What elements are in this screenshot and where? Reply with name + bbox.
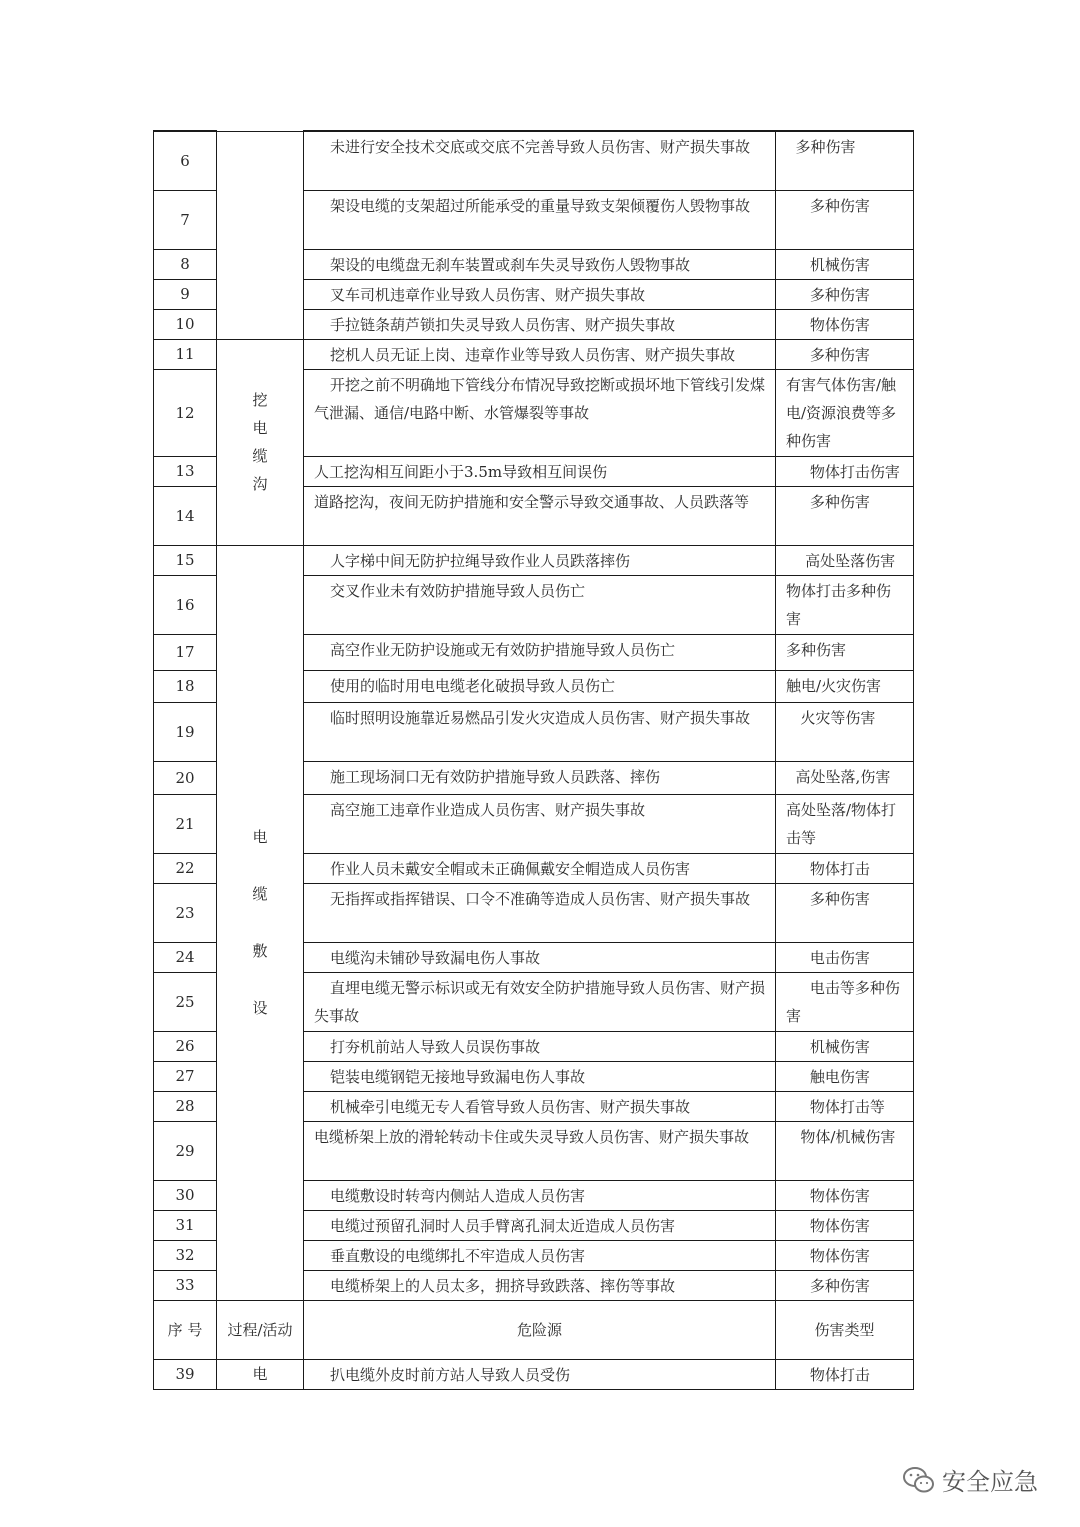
table-row bbox=[154, 1359, 914, 1389]
harm-type: 物体打击等 bbox=[776, 1091, 914, 1121]
row-number: 14 bbox=[154, 486, 217, 545]
hazard-description: 电缆桥架上放的滑轮转动卡住或失灵导致人员伤害、财产损失事故 bbox=[304, 1121, 776, 1180]
row-number: 7 bbox=[154, 190, 217, 249]
harm-type: 多种伤害 bbox=[776, 486, 914, 545]
hazard-description: 未进行安全技术交底或交底不完善导致人员伤害、财产损失事故 bbox=[304, 131, 776, 190]
row-number: 25 bbox=[154, 972, 217, 1031]
harm-type: 多种伤害 bbox=[776, 1270, 914, 1300]
row-number: 39 bbox=[154, 1359, 217, 1389]
process-label-trenching: 挖 电 缆 沟 bbox=[217, 339, 304, 545]
hazard-description: 开挖之前不明确地下管线分布情况导致挖断或损坏地下管线引发煤气泄漏、通信/电路中断、水管爆裂等事故 bbox=[304, 369, 776, 456]
row-number: 11 bbox=[154, 339, 217, 369]
row-number: 17 bbox=[154, 634, 217, 670]
harm-type: 物体伤害 bbox=[776, 1210, 914, 1240]
harm-type: 多种伤害 bbox=[776, 339, 914, 369]
harm-type: 物体打击伤害 bbox=[776, 456, 914, 486]
hazard-description: 道路挖沟，夜间无防护措施和安全警示导致交通事故、人员跌落等 bbox=[304, 486, 776, 545]
hazard-description: 铠装电缆钢铠无接地导致漏电伤人事故 bbox=[304, 1061, 776, 1091]
table-header-row bbox=[154, 1300, 914, 1359]
row-number: 26 bbox=[154, 1031, 217, 1061]
row-number: 18 bbox=[154, 670, 217, 702]
hazard-description: 手拉链条葫芦锁扣失灵导致人员伤害、财产损失事故 bbox=[304, 309, 776, 339]
harm-type: 物体打击 bbox=[776, 1359, 914, 1389]
harm-type: 物体打击 bbox=[776, 853, 914, 883]
row-number: 8 bbox=[154, 249, 217, 279]
row-number: 16 bbox=[154, 575, 217, 634]
hazard-description: 直埋电缆无警示标识或无有效安全防护措施导致人员伤害、财产损失事故 bbox=[304, 972, 776, 1031]
hazard-description: 人字梯中间无防护拉绳导致作业人员跌落摔伤 bbox=[304, 545, 776, 575]
row-number: 24 bbox=[154, 942, 217, 972]
harm-type: 触电伤害 bbox=[776, 1061, 914, 1091]
row-number: 29 bbox=[154, 1121, 217, 1180]
harm-type: 物体伤害 bbox=[776, 1180, 914, 1210]
hazard-description: 高空作业无防护设施或无有效防护措施导致人员伤亡 bbox=[304, 634, 776, 670]
harm-type: 有害气体伤害/触电/资源浪费等多种伤害 bbox=[776, 369, 914, 456]
table-row bbox=[154, 131, 914, 190]
row-number: 32 bbox=[154, 1240, 217, 1270]
harm-type: 物体伤害 bbox=[776, 1240, 914, 1270]
hazard-description: 交叉作业未有效防护措施导致人员伤亡 bbox=[304, 575, 776, 634]
harm-type: 高处坠落/物体打击等 bbox=[776, 794, 914, 853]
header-process: 过程/活动 bbox=[217, 1300, 304, 1359]
hazard-description: 电缆沟未铺砂导致漏电伤人事故 bbox=[304, 942, 776, 972]
row-number: 9 bbox=[154, 279, 217, 309]
hazard-description: 临时照明设施靠近易燃品引发火灾造成人员伤害、财产损失事故 bbox=[304, 702, 776, 761]
hazard-description: 扒电缆外皮时前方站人导致人员受伤 bbox=[304, 1359, 776, 1389]
hazard-description: 作业人员未戴安全帽或未正确佩戴安全帽造成人员伤害 bbox=[304, 853, 776, 883]
table-row bbox=[154, 545, 914, 575]
row-number: 20 bbox=[154, 761, 217, 794]
row-number: 13 bbox=[154, 456, 217, 486]
harm-type: 多种伤害 bbox=[776, 634, 914, 670]
watermark bbox=[902, 1462, 1038, 1497]
header-hazard: 危险源 bbox=[304, 1300, 776, 1359]
hazard-description: 叉车司机违章作业导致人员伤害、财产损失事故 bbox=[304, 279, 776, 309]
row-number: 21 bbox=[154, 794, 217, 853]
hazard-description: 垂直敷设的电缆绑扎不牢造成人员伤害 bbox=[304, 1240, 776, 1270]
hazard-table bbox=[153, 130, 914, 1390]
row-number: 28 bbox=[154, 1091, 217, 1121]
hazard-description: 架设电缆的支架超过所能承受的重量导致支架倾覆伤人毁物事故 bbox=[304, 190, 776, 249]
harm-type: 电击伤害 bbox=[776, 942, 914, 972]
hazard-description: 施工现场洞口无有效防护措施导致人员跌落、摔伤 bbox=[304, 761, 776, 794]
row-number: 15 bbox=[154, 545, 217, 575]
row-number: 22 bbox=[154, 853, 217, 883]
hazard-description: 高空施工违章作业造成人员伤害、财产损失事故 bbox=[304, 794, 776, 853]
harm-type: 物体打击多种伤害 bbox=[776, 575, 914, 634]
harm-type: 火灾等伤害 bbox=[776, 702, 914, 761]
watermark-text: 安全应急 bbox=[942, 1468, 1038, 1496]
row-number: 27 bbox=[154, 1061, 217, 1091]
harm-type: 触电/火灾伤害 bbox=[776, 670, 914, 702]
hazard-description: 人工挖沟相互间距小于3.5m导致相互间误伤 bbox=[304, 456, 776, 486]
hazard-description: 架设的电缆盘无刹车装置或刹车失灵导致伤人毁物事故 bbox=[304, 249, 776, 279]
hazard-description: 无指挥或指挥错误、口令不准确等造成人员伤害、财产损失事故 bbox=[304, 883, 776, 942]
hazard-description: 电缆敷设时转弯内侧站人造成人员伤害 bbox=[304, 1180, 776, 1210]
hazard-description: 挖机人员无证上岗、违章作业等导致人员伤害、财产损失事故 bbox=[304, 339, 776, 369]
hazard-description: 机械牵引电缆无专人看管导致人员伤害、财产损失事故 bbox=[304, 1091, 776, 1121]
harm-type: 机械伤害 bbox=[776, 1031, 914, 1061]
harm-type: 高处坠落,伤害 bbox=[776, 761, 914, 794]
row-number: 23 bbox=[154, 883, 217, 942]
row-number: 30 bbox=[154, 1180, 217, 1210]
header-seq: 序 号 bbox=[154, 1300, 217, 1359]
harm-type: 电击等多种伤害 bbox=[776, 972, 914, 1031]
row-number: 19 bbox=[154, 702, 217, 761]
wechat-icon bbox=[902, 1465, 936, 1495]
harm-type: 高处坠落伤害 bbox=[776, 545, 914, 575]
harm-type: 多种伤害 bbox=[776, 279, 914, 309]
process-label: 电 bbox=[217, 1359, 304, 1389]
row-number: 33 bbox=[154, 1270, 217, 1300]
table-row bbox=[154, 339, 914, 369]
harm-type: 多种伤害 bbox=[776, 190, 914, 249]
row-number: 31 bbox=[154, 1210, 217, 1240]
process-cell-empty bbox=[217, 131, 304, 339]
row-number: 6 bbox=[154, 131, 217, 190]
process-label-cable-laying: 电 缆 敷 设 bbox=[217, 545, 304, 1300]
harm-type: 物体/机械伤害 bbox=[776, 1121, 914, 1180]
harm-type: 物体伤害 bbox=[776, 309, 914, 339]
hazard-description: 电缆桥架上的人员太多，拥挤导致跌落、摔伤等事故 bbox=[304, 1270, 776, 1300]
hazard-description: 打夯机前站人导致人员误伤事故 bbox=[304, 1031, 776, 1061]
hazard-description: 使用的临时用电电缆老化破损导致人员伤亡 bbox=[304, 670, 776, 702]
header-harm: 伤害类型 bbox=[776, 1300, 914, 1359]
harm-type: 多种伤害 bbox=[776, 883, 914, 942]
row-number: 12 bbox=[154, 369, 217, 456]
row-number: 10 bbox=[154, 309, 217, 339]
harm-type: 多种伤害 bbox=[776, 131, 914, 190]
harm-type: 机械伤害 bbox=[776, 249, 914, 279]
hazard-description: 电缆过预留孔洞时人员手臂离孔洞太近造成人员伤害 bbox=[304, 1210, 776, 1240]
